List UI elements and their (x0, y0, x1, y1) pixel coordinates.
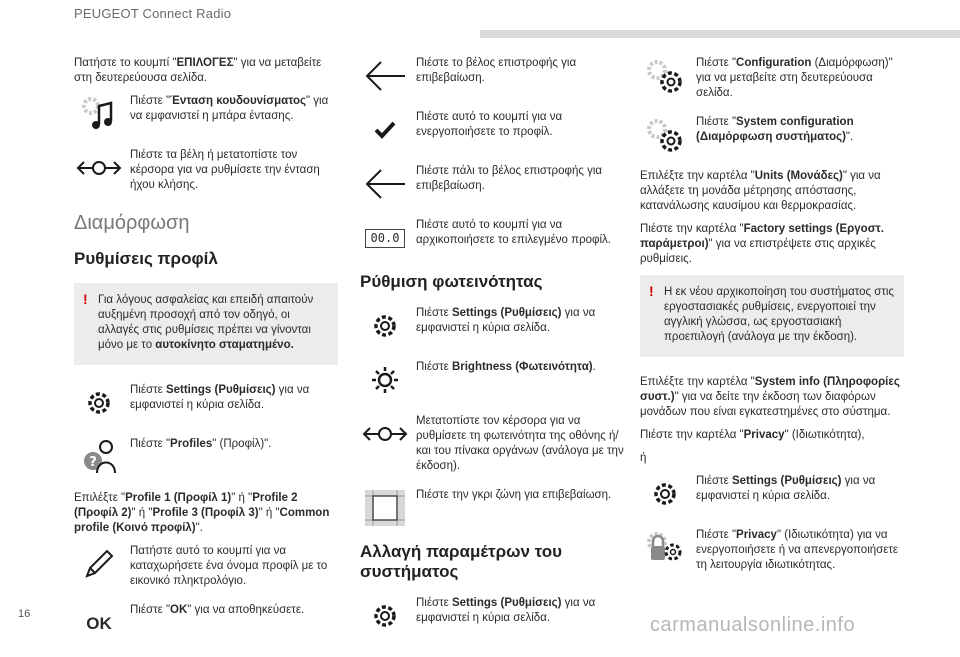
svg-text:?: ? (89, 455, 97, 470)
step-open-settings: Πιέστε Settings (Ρυθμίσεις) για να εμφανιστεί η κύρια σελίδα. (360, 306, 624, 346)
grey-zone-icon (362, 488, 408, 528)
configuration-gears-icon (642, 115, 688, 155)
header-bar (480, 30, 960, 38)
safety-warning: ! Για λόγους ασφαλείας και επειδή απαιτούν αυξημένη προσοχή από τον οδηγό, οι αλλαγές στις ρυθμίσεις πρέπει να γίνονται μόνο με το αυτοκίνητο σταματημένο. (74, 283, 338, 365)
intro-text: Πατήστε το κουμπί "ΕΠΙΛΟΓΕΣ" για να μεταβείτε στη δευτερεύουσα σελίδα. (74, 57, 322, 84)
settings-gear-icon (642, 474, 688, 514)
units-text: Επιλέξτε την καρτέλα "Units (Μονάδες)" για να αλλάξετε τη μονάδα μέτρησης απόστασης, κατανάλωσης καυσίμου και θερμοκρασίας. (640, 170, 881, 212)
heading-brightness: Ρύθμιση φωτεινότητας (360, 272, 543, 291)
ok-button-icon: OK (86, 613, 112, 633)
choose-profile-text: Επιλέξτε "Profile 1 (Προφίλ 1)" ή "Profile 2 (Προφίλ 2)" ή "Profile 3 (Προφίλ 3)" ή "Common profile (Κοινό προφίλ)". (74, 492, 330, 534)
page-header-title: PEUGEOT Connect Radio (74, 6, 232, 21)
profile-user-icon (76, 437, 122, 477)
step-grey-zone: Πιέστε την γκρι ζώνη για επιβεβαίωση. (360, 488, 624, 528)
step-reset-profile: 00.0 Πιέστε αυτό το κουμπί για να αρχικοποιήσετε το επιλεγμένο προφίλ. (360, 218, 624, 258)
page-number: 16 (18, 608, 31, 620)
step-open-settings-system: Πιέστε Settings (Ρυθμίσεις) για να εμφανιστεί η κύρια σελίδα. (360, 596, 624, 636)
pencil-icon (76, 544, 122, 584)
step-activate-profile: Πιέστε αυτό το κουμπί για να ενεργοποιήσετε το προφίλ. (360, 110, 624, 150)
privacy-tab-text: Πιέστε την καρτέλα "Privacy" (Ιδιωτικότητα), (640, 429, 865, 441)
column-1 (74, 56, 338, 657)
configuration-gears-icon (642, 56, 688, 96)
settings-gear-icon (76, 383, 122, 423)
warning-icon: ! (649, 283, 654, 299)
column-3 (640, 56, 904, 587)
brightness-sun-icon (362, 360, 408, 400)
reset-counter-icon: 00.0 (362, 218, 408, 258)
slider-arrows-icon (76, 148, 122, 188)
step-privacy: Πιέστε "Privacy" (Ιδιωτικότητα) για να ενεργοποιήσετε ή να απενεργοποιήσετε τη λειτουργία ιδιωτικότητας. (640, 528, 904, 573)
system-info-text: Επιλέξτε την καρτέλα "System info (Πληροφορίες συστ.)" για να δείτε την έκδοση των διαφόρων μονάδων που είναι εγκατεστημένες στο σύστημα. (640, 376, 900, 418)
step-open-settings: Πιέστε Settings (Ρυθμίσεις) για να εμφανιστεί η κύρια σελίδα. (74, 383, 338, 423)
watermark: carmanualsonline.info (650, 614, 856, 636)
checkmark-icon (362, 110, 408, 150)
heading-system-settings: Αλλαγή παραμέτρων του συστήματος (360, 542, 563, 581)
step-brightness-slider: Μετατοπίστε τον κέρσορα για να ρυθμίσετε τη φωτεινότητα της οθόνης ή/και του πίνακα οργάνων (ανάλογα με την έκδοση). (360, 414, 624, 474)
step-profiles: ? Πιέστε "Profiles" (Προφίλ)". (74, 437, 338, 477)
step-back-confirm-again: Πιέστε πάλι το βέλος επιστροφής για επιβεβαίωση. (360, 164, 624, 204)
step-back-confirm: Πιέστε το βέλος επιστροφής για επιβεβαίωση. (360, 56, 624, 96)
step-configuration: Πιέστε "Configuration (Διαμόρφωση)" για να μεταβείτε στη δευτερεύουσα σελίδα. (640, 56, 904, 101)
step-ringtone-volume: Πιέστε "Ένταση κουδουνίσματος" για να εμφανιστεί η μπάρα έντασης. (74, 94, 338, 134)
step-adjust-volume: Πιέστε τα βέλη ή μετατοπίστε τον κέρσορα για να ρυθμίσετε την ένταση ήχου κλήσης. (74, 148, 338, 193)
back-arrow-icon (362, 56, 408, 96)
step-edit-name: Πατήστε αυτό το κουμπί για να καταχωρήσετε ένα όνομα προφίλ με το εικονικό πληκτρολόγιο. (74, 544, 338, 589)
step-system-configuration: Πιέστε "System configuration (Διαμόρφωση συστήματος)". (640, 115, 904, 155)
slider-arrows-icon (362, 414, 408, 454)
factory-reset-warning: ! Η εκ νέου αρχικοποίηση του συστήματος στις εργοστασιακές ρυθμίσεις, ενεργοποιεί την αγγλική γλώσσα, ως εργοστασιακή προεπιλογή (ανάλογα με την έκδοση). (640, 275, 904, 357)
factory-settings-text: Πιέστε την καρτέλα "Factory settings (Εργοστ. παράμετροι)" για να επιστρέψετε στις αρχικές ρυθμίσεις. (640, 223, 884, 265)
step-ok: OK Πιέστε "OK" για να αποθηκεύσετε. (74, 603, 338, 643)
warning-icon: ! (83, 291, 88, 307)
step-open-settings-privacy: Πιέστε Settings (Ρυθμίσεις) για να εμφανιστεί η κύρια σελίδα. (640, 474, 904, 514)
or-text: ή (640, 452, 647, 464)
privacy-lock-icon (642, 528, 688, 568)
settings-gear-icon (362, 596, 408, 636)
heading-profile-settings: Ρυθμίσεις προφίλ (74, 249, 218, 268)
settings-gear-icon (362, 306, 408, 346)
column-2 (360, 56, 624, 650)
step-brightness: Πιέστε Brightness (Φωτεινότητα). (360, 360, 624, 400)
back-arrow-icon (362, 164, 408, 204)
settings-music-icon (76, 94, 122, 134)
heading-configuration: Διαμόρφωση (74, 212, 190, 234)
